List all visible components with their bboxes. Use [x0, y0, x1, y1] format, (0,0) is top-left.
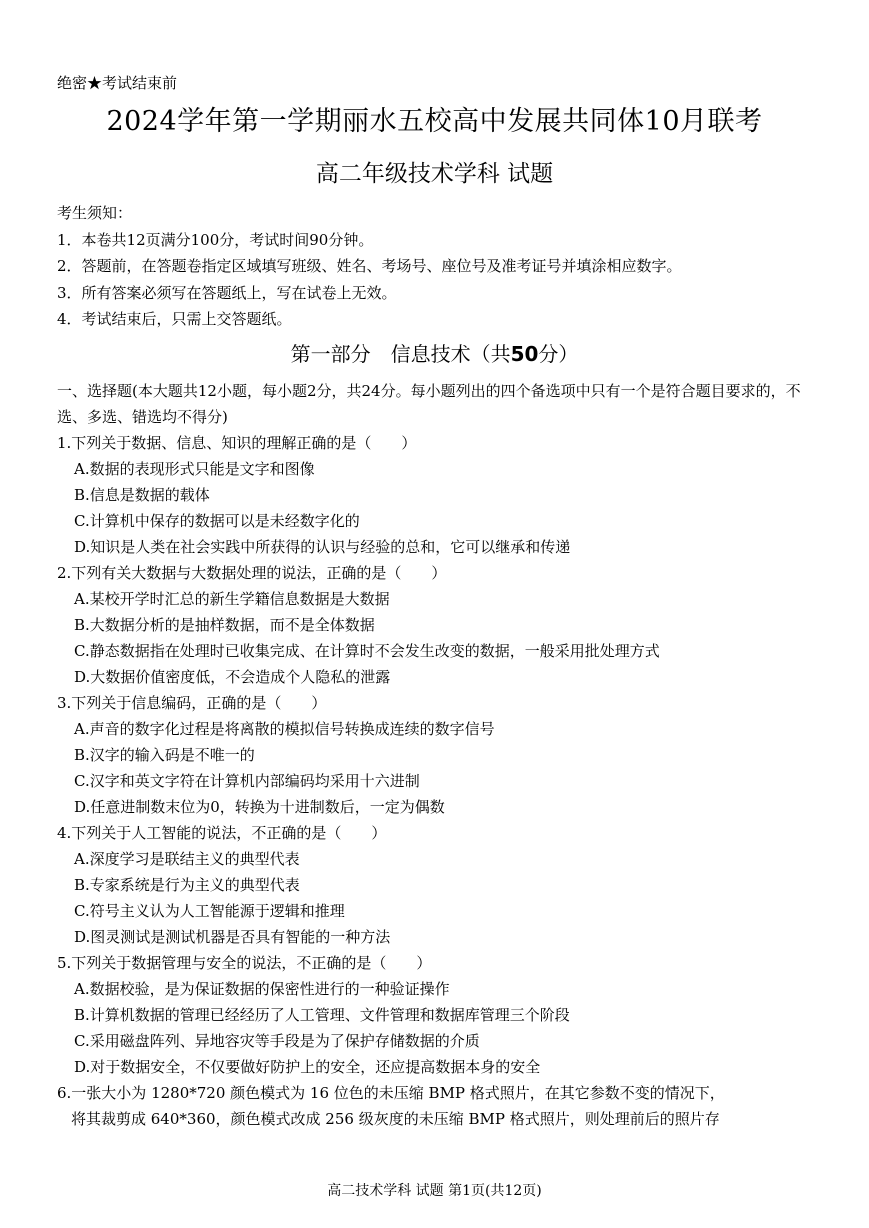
question-list: [57, 430, 827, 1132]
option-d: D.图灵测试是测试机器是否具有智能的一种方法: [74, 928, 391, 946]
option-b: B.专家系统是行为主义的典型代表: [74, 876, 300, 894]
question-stem: 4.下列关于人工智能的说法，不正确的是（ ）: [57, 824, 387, 842]
option-a: A.数据校验，是为保证数据的保密性进行的一种验证操作: [74, 980, 450, 998]
question-stem: 6.一张大小为 1280*720 颜色模式为 16 位色的未压缩 BMP 格式照片，在其它参数不变的情况下，: [57, 1084, 725, 1102]
option-b: B.信息是数据的载体: [74, 486, 210, 504]
question-6: [57, 1080, 827, 1132]
page-footer: 高二技术学科 试题 第1页(共12页): [327, 1183, 542, 1199]
exam-subtitle: 高二年级技术学科 试题: [315, 161, 554, 187]
confidential-label: 绝密★考试结束前: [57, 74, 178, 92]
part-prefix: 第一部分 信息技术（共: [290, 342, 511, 366]
option-d: D.对于数据安全，不仅要做好防护上的安全，还应提高数据本身的安全: [74, 1058, 541, 1076]
option-b: B.计算机数据的管理已经经历了人工管理、文件管理和数据库管理三个阶段: [74, 1006, 570, 1024]
option-a: A.某校开学时汇总的新生学籍信息数据是大数据: [74, 590, 390, 608]
question-5: [57, 950, 827, 1080]
option-c: C.采用磁盘阵列、异地容灾等手段是为了保护存储数据的介质: [74, 1032, 480, 1050]
exam-notice: [57, 200, 682, 333]
option-a: A.深度学习是联结主义的典型代表: [74, 850, 300, 868]
part-score: 50: [510, 342, 539, 366]
option-c: C.计算机中保存的数据可以是未经数字化的: [74, 512, 360, 530]
option-d: D.知识是人类在社会实践中所获得的认识与经验的总和，它可以继承和传递: [74, 538, 571, 556]
option-b: B.汉字的输入码是不唯一的: [74, 746, 255, 764]
option-b: B.大数据分析的是抽样数据，而不是全体数据: [74, 616, 375, 634]
part-heading: [0, 338, 869, 367]
question-2: [57, 560, 827, 690]
option-d: D.任意进制数末位为0，转换为十进制数后，一定为偶数: [74, 798, 445, 816]
option-c: C.静态数据指在处理时已收集完成、在计算时不会发生改变的数据，一般采用批处理方式: [74, 642, 660, 660]
section-intro: 一、选择题(本大题共12小题，每小题2分，共24分。每小题列出的四个备选项中只有一个是符合题目要求的，不选、多选、错选均不得分): [57, 382, 801, 426]
option-d: D.大数据价值密度低，不会造成个人隐私的泄露: [74, 668, 391, 686]
notice-item: 3．所有答案必须写在答题纸上，写在试卷上无效。: [57, 283, 397, 302]
question-3: [57, 690, 827, 820]
notice-heading: 考生须知：: [57, 204, 133, 222]
question-1: [57, 430, 827, 560]
question-4: [57, 820, 827, 950]
question-stem: 2.下列有关大数据与大数据处理的说法，正确的是（ ）: [57, 564, 447, 582]
exam-title: 2024学年第一学期丽水五校高中发展共同体10月联考: [106, 106, 763, 137]
option-c: C.符号主义认为人工智能源于逻辑和推理: [74, 902, 345, 920]
option-c: C.汉字和英文字符在计算机内部编码均采用十六进制: [74, 772, 420, 790]
part-suffix: 分）: [538, 342, 579, 366]
option-a: A.数据的表现形式只能是文字和图像: [74, 460, 315, 478]
notice-item: 1．本卷共12页满分100分，考试时间90分钟。: [57, 230, 374, 249]
notice-item: 4．考试结束后，只需上交答题纸。: [57, 310, 292, 328]
notice-item: 2．答题前，在答题卷指定区域填写班级、姓名、考场号、座位号及准考证号并填涂相应数字。: [57, 257, 682, 275]
option-a: A.声音的数字化过程是将离散的模拟信号转换成连续的数字信号: [74, 720, 495, 738]
question-stem: 3.下列关于信息编码，正确的是（ ）: [57, 694, 327, 712]
question-stem: 5.下列关于数据管理与安全的说法，不正确的是（ ）: [57, 954, 432, 972]
question-stem-continued: 将其裁剪成 640*360，颜色模式改成 256 级灰度的未压缩 BMP 格式照片，则处理前后的照片存: [71, 1110, 720, 1128]
question-stem: 1.下列关于数据、信息、知识的理解正确的是（ ）: [57, 434, 417, 452]
